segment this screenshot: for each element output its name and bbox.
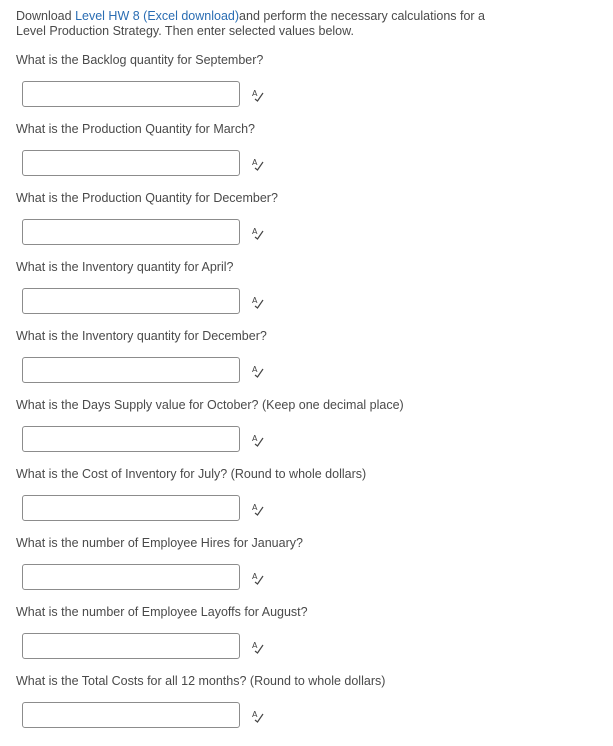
svg-text:A: A (252, 710, 258, 719)
excel-download-link[interactable]: Level HW 8 (Excel download) (75, 9, 240, 23)
answer-input-production-march[interactable] (22, 150, 240, 176)
answer-input-layoffs-august[interactable] (22, 633, 240, 659)
question-label-inventory-december: What is the Inventory quantity for December? (16, 329, 267, 343)
spell-check-icon[interactable] (251, 295, 265, 309)
spell-check-icon[interactable] (251, 640, 265, 654)
svg-text:A: A (252, 572, 258, 581)
spell-check-icon[interactable] (251, 157, 265, 171)
intro-prefix: Download (16, 9, 76, 23)
question-label-days-supply-october: What is the Days Supply value for October? (Keep one decimal place) (16, 398, 404, 412)
question-label-production-march: What is the Production Quantity for March? (16, 122, 255, 136)
answer-input-hires-january[interactable] (22, 564, 240, 590)
svg-text:A: A (252, 158, 258, 167)
intro-suffix: and perform the necessary calculations for a (239, 9, 486, 23)
answer-input-total-costs[interactable] (22, 702, 240, 728)
svg-text:A: A (252, 227, 258, 236)
question-label-backlog-september: What is the Backlog quantity for September? (16, 53, 264, 67)
spell-check-icon[interactable] (251, 571, 265, 585)
answer-input-inventory-december[interactable] (22, 357, 240, 383)
question-label-total-costs: What is the Total Costs for all 12 months? (Round to whole dollars) (16, 674, 386, 688)
svg-text:A: A (252, 641, 258, 650)
question-label-cost-inventory-july: What is the Cost of Inventory for July? (Round to whole dollars) (16, 467, 367, 481)
svg-text:A: A (252, 434, 258, 443)
answer-input-inventory-april[interactable] (22, 288, 240, 314)
intro-line2: Level Production Strategy. Then enter selected values below. (16, 24, 354, 38)
spell-check-icon[interactable] (251, 364, 265, 378)
question-label-layoffs-august: What is the number of Employee Layoffs for August? (16, 605, 308, 619)
answer-input-backlog-september[interactable] (22, 81, 240, 107)
question-label-production-december: What is the Production Quantity for December? (16, 191, 278, 205)
svg-text:A: A (252, 89, 258, 98)
spell-check-icon[interactable] (251, 88, 265, 102)
instructions (16, 9, 576, 39)
answer-input-production-december[interactable] (22, 219, 240, 245)
svg-text:A: A (252, 365, 258, 374)
answer-input-cost-inventory-july[interactable] (22, 495, 240, 521)
spell-check-icon[interactable] (251, 709, 265, 723)
answer-input-days-supply-october[interactable] (22, 426, 240, 452)
svg-text:A: A (252, 296, 258, 305)
question-label-hires-january: What is the number of Employee Hires for January? (16, 536, 303, 550)
question-label-inventory-april: What is the Inventory quantity for April? (16, 260, 234, 274)
spell-check-icon[interactable] (251, 226, 265, 240)
svg-text:A: A (252, 503, 258, 512)
spell-check-icon[interactable] (251, 433, 265, 447)
spell-check-icon[interactable] (251, 502, 265, 516)
